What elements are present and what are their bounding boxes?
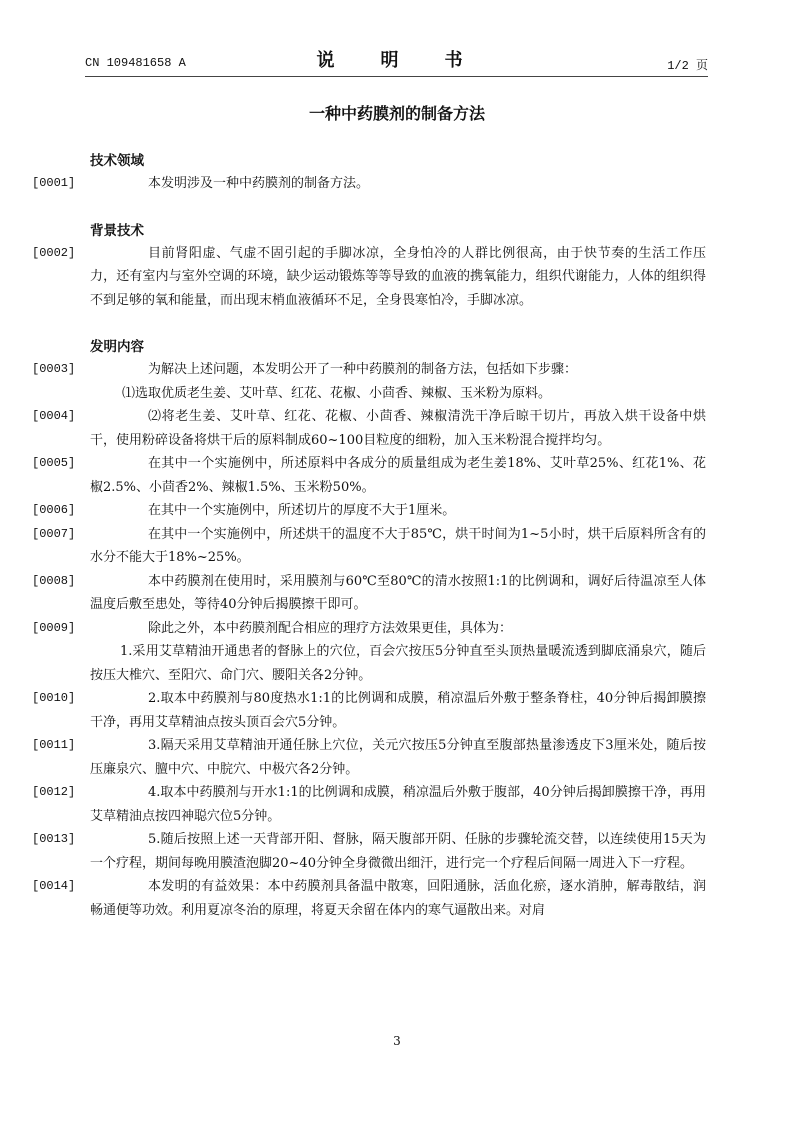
paragraph-text: 2.取本中药膜剂与80度热水1:1的比例调和成膜，稍凉温后外敷于整条脊柱，40分钟后揭卸膜擦干净，再用艾草精油点按头顶百会穴5分钟。 — [90, 691, 706, 730]
paragraph-text: 为解决上述问题，本发明公开了一种中药膜剂的制备方法，包括如下步骤： — [148, 362, 578, 377]
paragraph-text: 在其中一个实施例中，所述烘干的温度不大于85℃，烘干时间为1~5小时，烘干后原料所含有的水分不能大于18%~25%。 — [90, 526, 706, 565]
paragraph-text: 目前肾阳虚、气虚不固引起的手脚冰凉，全身怕冷的人群比例很高，由于快节奏的生活工作压力，还有室内与室外空调的环境，缺少运动锻炼等等导致的血液的携氧能力，组织代谢能力，人体的组织得不到足够的氧和能量，而出现末梢血液循环不足，全身畏寒怕冷，手脚冰凉。 — [90, 245, 706, 308]
section-heading-background: 背景技术 — [90, 222, 144, 239]
paragraph-number: [0008] — [32, 573, 76, 588]
header-divider — [85, 76, 708, 77]
paragraph-number: [0011] — [32, 738, 76, 752]
paragraph-text: 本中药膜剂在使用时，采用膜剂与60℃至80℃的清水按照1:1的比例调和，调好后待温凉至人体温度后敷至患处，等待40分钟后揭膜擦干即可。 — [90, 573, 706, 612]
paragraph-0006 — [32, 499, 706, 523]
paragraph-text: ⑵将老生姜、艾叶草、红花、花椒、小茴香、辣椒清洗干净后晾干切片，再放入烘干设备中烘干，使用粉碎设备将烘干后的原料制成60~100目粒度的细粉，加入玉米粉混合搅拌均匀。 — [90, 409, 706, 448]
paragraph-text: 本发明的有益效果：本中药膜剂具备温中散寒，回阳通脉，活血化瘀，逐水消肿，解毒散结，润畅通便等功效。利用夏凉冬治的原理，将夏天余留在体内的寒气逼散出来。对肩 — [90, 879, 706, 918]
paragraph-0005 — [32, 452, 706, 499]
paragraph-0007 — [32, 523, 706, 570]
paragraph-text: 除此之外，本中药膜剂配合相应的理疗方法效果更佳，具体为： — [148, 620, 513, 636]
paragraph-number: [0009] — [32, 620, 76, 635]
paragraph-text: 在其中一个实施例中，所述切片的厚度不大于1厘米。 — [148, 503, 456, 518]
paragraph-0014 — [32, 875, 706, 922]
paragraph-0003 — [32, 358, 706, 382]
paragraph-0009 — [32, 617, 706, 641]
document-number: CN 109481658 A — [85, 56, 186, 70]
paragraph-0009-step-1: 1.采用艾草精油开通患者的督脉上的穴位，百会穴按压5分钟直至头顶热量暖流透到脚底涌泉穴，随后按压大椎穴、至阳穴、命门穴、腰阳关各2分钟。 — [90, 644, 706, 683]
paragraph-0002 — [32, 242, 706, 313]
paragraph-0004 — [32, 405, 706, 452]
paragraph-number: [0013] — [32, 832, 76, 846]
paragraph-number: [0006] — [32, 503, 76, 517]
paragraph-text: 本发明涉及一种中药膜剂的制备方法。 — [148, 176, 370, 191]
paragraph-0003-step-1: ⑴选取优质老生姜、艾叶草、红花、花椒、小茴香、辣椒、玉米粉为原料。 — [122, 385, 552, 401]
paragraph-number: [0004] — [32, 409, 76, 423]
paragraph-number: [0014] — [32, 879, 76, 893]
paragraph-text: 5.随后按照上述一天背部开阳、督脉，隔天腹部开阴、任脉的步骤轮流交替，以连续使用15天为一个疗程，期间每晚用膜渣泡脚20~40分钟全身微微出细汗，进行完一个疗程后间隔一周进入下一疗程。 — [90, 832, 706, 871]
section-heading-content: 发明内容 — [90, 339, 144, 355]
header-page-indicator: 1/2 页 — [667, 59, 708, 73]
page-header — [85, 46, 708, 72]
section-heading-field: 技术领域 — [90, 153, 144, 169]
paragraph-number: [0003] — [32, 362, 76, 376]
paragraph-number: [0005] — [32, 456, 76, 470]
paragraph-number: [0002] — [32, 245, 76, 260]
paragraph-0011 — [32, 734, 706, 781]
paragraph-0012 — [32, 781, 706, 828]
page-number: 3 — [393, 1034, 401, 1048]
paragraph-0013 — [32, 828, 706, 875]
paragraph-0008 — [32, 570, 706, 617]
paragraph-text: 3.隔天采用艾草精油开通任脉上穴位，关元穴按压5分钟直至腹部热量渗透皮下3厘米处，随后按压廉泉穴、膻中穴、中脘穴、中极穴各2分钟。 — [90, 738, 706, 777]
document-body — [32, 150, 706, 922]
paragraph-0001 — [32, 172, 706, 196]
paragraph-number: [0007] — [32, 526, 76, 541]
paragraph-number: [0010] — [32, 691, 76, 705]
paragraph-number: [0001] — [32, 176, 76, 190]
document-title: 一种中药膜剂的制备方法 — [308, 104, 485, 123]
paragraph-number: [0012] — [32, 785, 76, 799]
header-title: 说 明 书 — [316, 50, 477, 71]
paragraph-0010 — [32, 687, 706, 734]
paragraph-text: 4.取本中药膜剂与开水1:1的比例调和成膜，稍凉温后外敷于腹部，40分钟后揭卸膜擦干净，再用艾草精油点按四神聪穴位5分钟。 — [90, 785, 706, 824]
paragraph-text: 在其中一个实施例中，所述原料中各成分的质量组成为老生姜18%、艾叶草25%、红花1%、花椒2.5%、小茴香2%、辣椒1.5%、玉米粉50%。 — [90, 456, 706, 495]
